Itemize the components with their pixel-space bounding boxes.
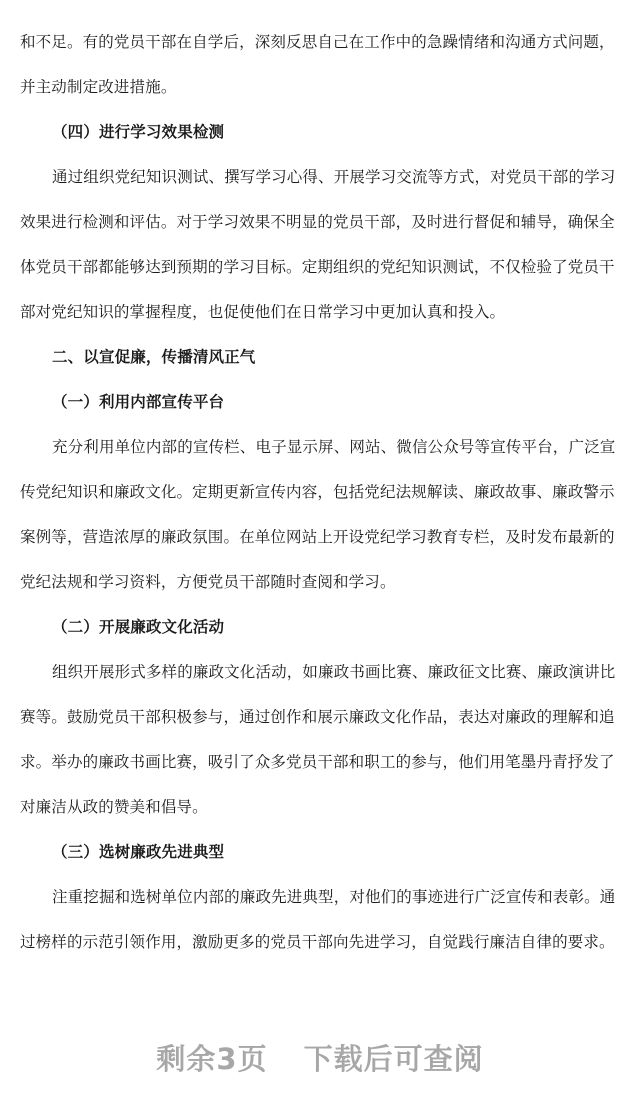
paragraph-line: 体党员干部都能够达到预期的学习目标。定期组织的党纪知识测试，不仅检验了党员干 [20, 258, 615, 276]
paragraph-line: 部对党纪知识的掌握程度，也促使他们在日常学习中更加认真和投入。 [20, 303, 506, 321]
paragraph-line: 传党纪知识和廉政文化。定期更新宣传内容，包括党纪法规解读、廉政故事、廉政警示 [20, 483, 615, 501]
section-heading: （四）进行学习效果检测 [52, 123, 225, 141]
section-heading: （二）开展廉政文化活动 [52, 618, 225, 636]
paragraph-line: 对廉洁从政的赞美和倡导。 [20, 798, 208, 816]
paragraph-line: 效果进行检测和评估。对于学习效果不明显的党员干部，及时进行督促和辅导，确保全 [20, 213, 615, 231]
paragraph-line: 注重挖掘和选树单位内部的廉政先进典型，对他们的事迹进行广泛宣传和表彰。通 [52, 888, 616, 906]
paragraph-line: 求。举办的廉政书画比赛，吸引了众多党员干部和职工的参与，他们用笔墨丹青抒发了 [20, 753, 615, 771]
download-to-view-label[interactable]: 下载后可查阅 [303, 1042, 484, 1076]
paragraph-line: 和不足。有的党员干部在自学后，深刻反思自己在工作中的急躁情绪和沟通方式问题， [20, 33, 615, 51]
paragraph-line: 党纪法规和学习资料，方便党员干部随时查阅和学习。 [20, 573, 396, 591]
section-heading: （三）选树廉政先进典型 [52, 843, 225, 861]
paragraph-line: 通过组织党纪知识测试、撰写学习心得、开展学习交流等方式，对党员干部的学习 [52, 168, 616, 186]
remaining-pages-label[interactable]: 剩余3页 [156, 1042, 268, 1076]
section-heading: （一）利用内部宣传平台 [52, 393, 225, 411]
paragraph-line: 案例等，营造浓厚的廉政氛围。在单位网站上开设党纪学习教育专栏，及时发布最新的 [20, 528, 615, 546]
paragraph-line: 充分利用单位内部的宣传栏、电子显示屏、网站、微信公众号等宣传平台，广泛宣 [52, 438, 616, 456]
paragraph-line: 赛等。鼓励党员干部积极参与，通过创作和展示廉政文化作品，表达对廉政的理解和追 [20, 708, 615, 726]
paragraph-line: 并主动制定改进措施。 [20, 78, 177, 96]
paragraph-line: 过榜样的示范引领作用，激励更多的党员干部向先进学习，自觉践行廉洁自律的要求。 [20, 933, 615, 951]
paragraph-line: 组织开展形式多样的廉政文化活动，如廉政书画比赛、廉政征文比赛、廉政演讲比 [52, 663, 616, 681]
download-prompt[interactable] [0, 1037, 640, 1078]
chapter-heading: 二、以宣促廉，传播清风正气 [52, 348, 256, 366]
